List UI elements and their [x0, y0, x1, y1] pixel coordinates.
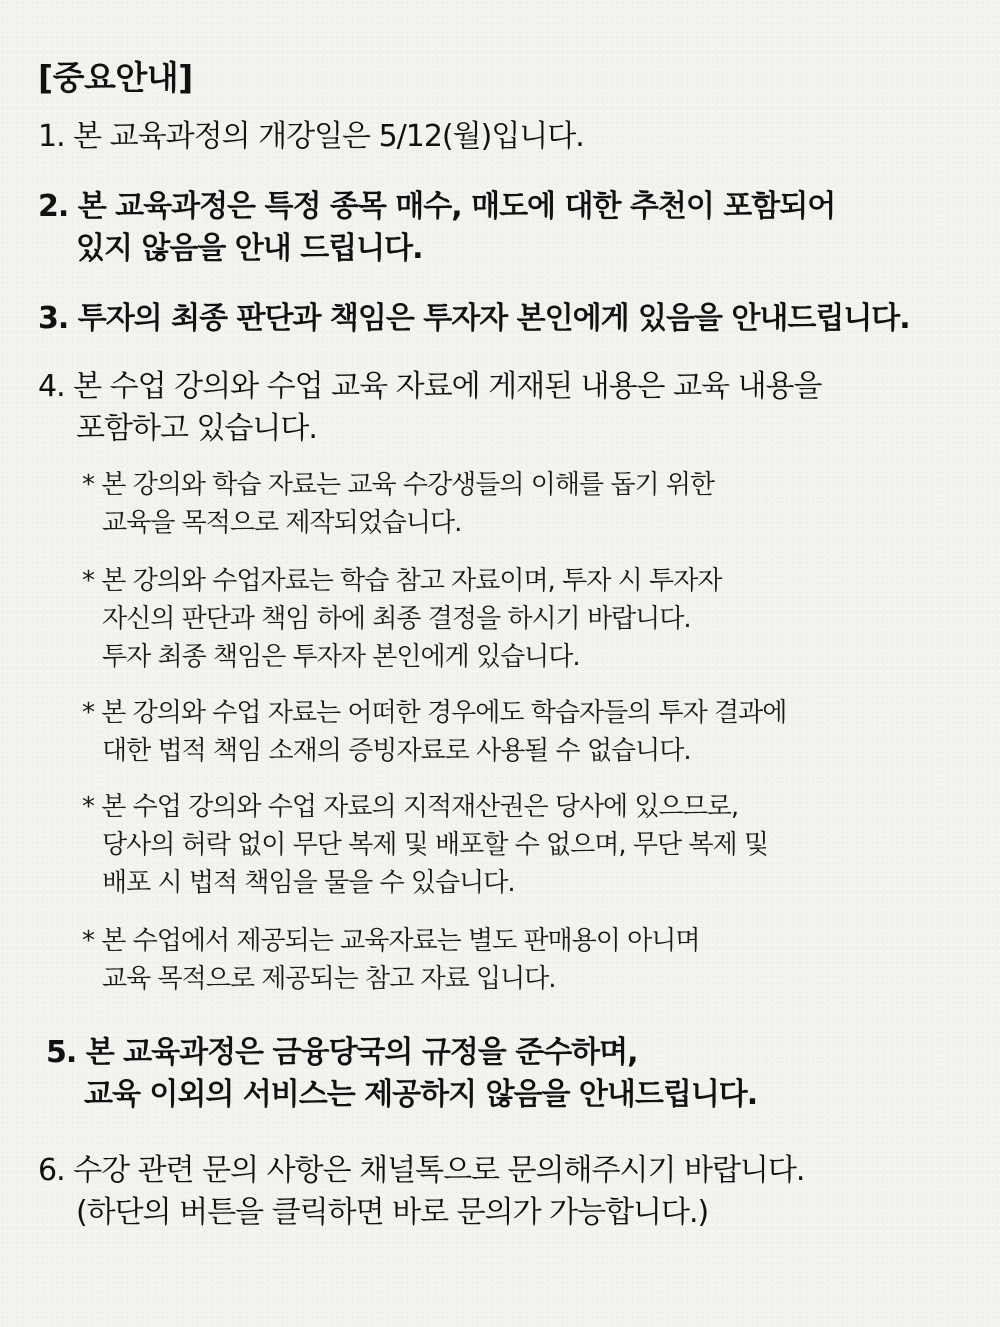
notice-note-line: * 본 강의와 수업자료는 학습 참고 자료이며, 투자 시 투자자	[82, 566, 722, 596]
notice-item-5	[46, 1032, 757, 1116]
notice-note-line: 대한 법적 책임 소재의 증빙자료로 사용될 수 없습니다.	[102, 736, 691, 766]
notice-item-line: 1. 본 교육과정의 개강일은 5/12(월)입니다.	[38, 119, 584, 154]
notice-item-line: 4. 본 수업 강의와 수업 교육 자료에 게재된 내용은 교육 내용을	[38, 369, 822, 404]
notice-note-4	[82, 788, 768, 902]
notice-item-1	[38, 116, 584, 158]
notice-note-2	[82, 562, 721, 676]
notice-item-line: 교육 이외의 서비스는 제공하지 않음을 안내드립니다.	[84, 1077, 758, 1112]
notice-note-line: * 본 수업 강의와 수업 자료의 지적재산권은 당사에 있으므로,	[82, 792, 739, 822]
notice-item-line: 6. 수강 관련 문의 사항은 채널톡으로 문의해주시기 바랍니다.	[38, 1153, 805, 1188]
notice-note-line: 투자 최종 책임은 투자자 본인에게 있습니다.	[102, 642, 580, 672]
notice-note-line: 배포 시 법적 책임을 물을 수 있습니다.	[102, 868, 515, 898]
notice-note-line: 당사의 허락 없이 무단 복제 및 배포할 수 없으며, 무단 복제 및	[102, 830, 768, 860]
notice-item-line: 3. 투자의 최종 판단과 책임은 투자자 본인에게 있음을 안내드립니다.	[38, 301, 910, 336]
notice-item-line: (하단의 버튼을 클릭하면 바로 문의가 가능합니다.)	[76, 1195, 709, 1230]
notice-note-line: 교육을 목적으로 제작되었습니다.	[102, 508, 462, 538]
notice-item-line: 있지 않음을 안내 드립니다.	[76, 231, 423, 266]
notice-note-1	[82, 466, 714, 542]
notice-item-line: 2. 본 교육과정은 특정 종목 매수, 매도에 대한 추천이 포함되어	[38, 189, 836, 224]
notice-item-line: 5. 본 교육과정은 금융당국의 규정을 준수하며,	[46, 1035, 638, 1070]
notice-title: [중요안내]	[38, 58, 193, 97]
notice-note-3	[82, 694, 786, 770]
notice-item-line: 포함하고 있습니다.	[76, 411, 317, 446]
notice-note-line: * 본 강의와 수업 자료는 어떠한 경우에도 학습자들의 투자 결과에	[82, 698, 787, 728]
notice-item-6	[38, 1150, 804, 1234]
notice-note-line: 자신의 판단과 책임 하에 최종 결정을 하시기 바랍니다.	[102, 604, 691, 634]
notice-note-line: * 본 강의와 학습 자료는 교육 수강생들의 이해를 돕기 위한	[82, 470, 715, 500]
notice-item-2	[38, 186, 835, 270]
notice-note-5	[82, 922, 700, 998]
notice-item-3	[38, 298, 910, 340]
notice-note-line: * 본 수업에서 제공되는 교육자료는 별도 판매용이 아니며	[82, 926, 700, 956]
notice-note-line: 교육 목적으로 제공되는 참고 자료 입니다.	[102, 964, 556, 994]
notice-item-4	[38, 366, 822, 450]
